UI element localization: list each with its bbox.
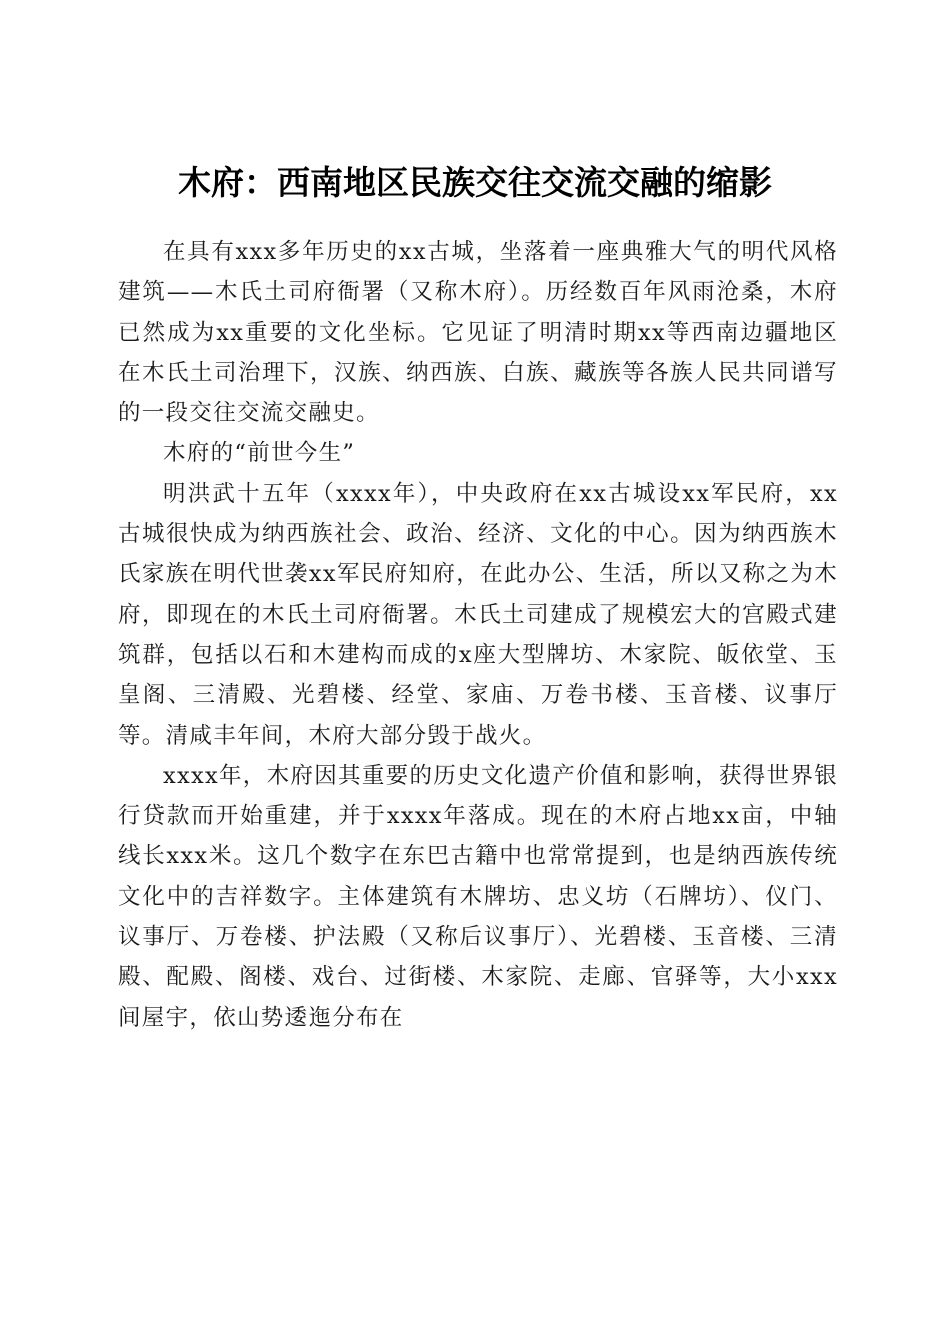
paragraph-reconstruction: xxxx年，木府因其重要的历史文化遗产价值和影响，获得世界银行贷款而开始重建，并于xxxx年落成。现在的木府占地xx亩，中轴线长xxx米。这几个数字在东巴古籍中也常常提到，也是纳西族传统文化中的吉祥数字。主体建筑有木牌坊、忠义坊（石牌坊）、仪门、议事厅、万卷楼、护法殿（又称后议事厅）、光碧楼、玉音楼、三清殿、配殿、阁楼、戏台、过街楼、木家院、走廊、官驿等，大小xxx间屋宇，依山势逶迤分布在	[118, 762, 838, 1031]
section-heading: 木府的“前世今生”	[163, 440, 356, 467]
paragraph-intro: 在具有xxx多年历史的xx古城，坐落着一座典雅大气的明代风格建筑——木氏土司府衙署（又称木府）。历经数百年风雨沧桑，木府已然成为xx重要的文化坐标。它见证了明清时期xx等西南边疆地区在木氏土司治理下，汉族、纳西族、白族、藏族等各族人民共同谱写的一段交往交流交融史。	[118, 239, 838, 427]
document-body	[118, 232, 838, 1038]
paragraph-history: 明洪武十五年（xxxx年），中央政府在xx古城设xx军民府，xx古城很快成为纳西族社会、政治、经济、文化的中心。因为纳西族木氏家族在明代世袭xx军民府知府，在此办公、生活，所以又称之为木府，即现在的木氏土司府衙署。木氏土司建成了规模宏大的宫殿式建筑群，包括以石和木建构而成的x座大型牌坊、木家院、皈依堂、玉皇阁、三清殿、光碧楼、经堂、家庙、万卷书楼、玉音楼、议事厅等。清咸丰年间，木府大部分毁于战火。	[118, 480, 838, 749]
document-title: 木府：西南地区民族交往交流交融的缩影	[178, 163, 772, 203]
